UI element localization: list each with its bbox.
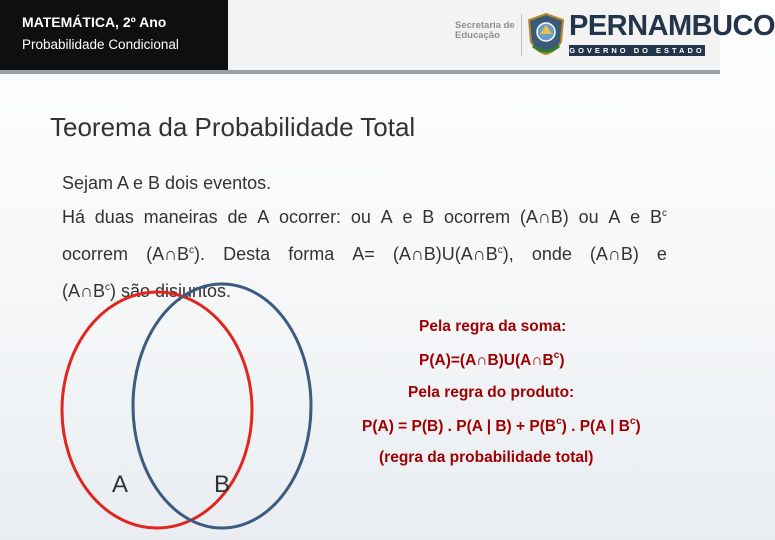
word: Desta — [223, 244, 271, 264]
word: onde — [531, 244, 572, 264]
word: (A∩B — [62, 281, 105, 301]
word: $(A\cap B^c)$. — [146, 244, 206, 264]
word: B — [422, 207, 435, 227]
body-line-1: Sejam A e B dois eventos. — [62, 173, 272, 193]
secretaria-line1: Secretaria de — [455, 20, 515, 31]
word: A= — [352, 244, 375, 264]
sum-rule-formula: $P(A)=(A\cap B)U(A\cap B^c)$ — [419, 350, 565, 369]
complement-mark: c — [629, 416, 636, 427]
complement-mark: c — [553, 350, 560, 361]
word: A — [608, 207, 621, 227]
word: Há — [62, 207, 86, 227]
topic-title: Probabilidade Condicional — [22, 37, 179, 52]
state-name: PERNAMBUCO — [569, 10, 775, 42]
word: maneiras — [143, 207, 218, 227]
complement-mark: c — [497, 245, 503, 256]
word: duas — [94, 207, 134, 227]
word: forma — [288, 244, 335, 264]
word: A — [257, 207, 270, 227]
slide-title: Teorema da Probabilidade Total — [50, 112, 416, 142]
sum-rule-title: Pela regra da soma: — [419, 318, 567, 335]
word: ) são disjuntos. — [109, 281, 232, 301]
word: ocorrer: — [279, 207, 342, 227]
word: $(A\cap B)U(A\cap B^c)$, — [392, 244, 514, 264]
complement-mark: c — [104, 282, 110, 293]
total-probability-note: (regra da probabilidade total) — [379, 449, 594, 466]
word: (A∩B) — [589, 244, 639, 264]
word: e — [630, 207, 641, 227]
state-sub: GOVERNO DO ESTADO — [569, 46, 705, 55]
product-rule-title: Pela regra do produto: — [408, 384, 575, 401]
word: ou — [578, 207, 599, 227]
word: ou — [350, 207, 371, 227]
word: A — [380, 207, 393, 227]
word: $B^c$ — [649, 207, 667, 227]
complement-mark: c — [189, 245, 195, 256]
complement-mark: c — [556, 416, 562, 427]
set-b-label: B — [214, 471, 231, 498]
course-title: MATEMÁTICA, 2º Ano — [22, 14, 167, 30]
product-rule-formula: P(A) = P(B) . P(A | $B) + P(B^c)$ . P(A | $B^c$) — [362, 416, 641, 435]
word: e — [656, 244, 667, 264]
word: e — [402, 207, 413, 227]
word: ocorrem — [444, 207, 511, 227]
complement-mark: c — [661, 208, 667, 219]
word: ocorrem — [62, 244, 129, 264]
word: (A∩B) — [519, 207, 569, 227]
word: de — [227, 207, 248, 227]
secretaria-line2: Educação — [455, 30, 500, 41]
set-a-label: A — [112, 471, 129, 498]
